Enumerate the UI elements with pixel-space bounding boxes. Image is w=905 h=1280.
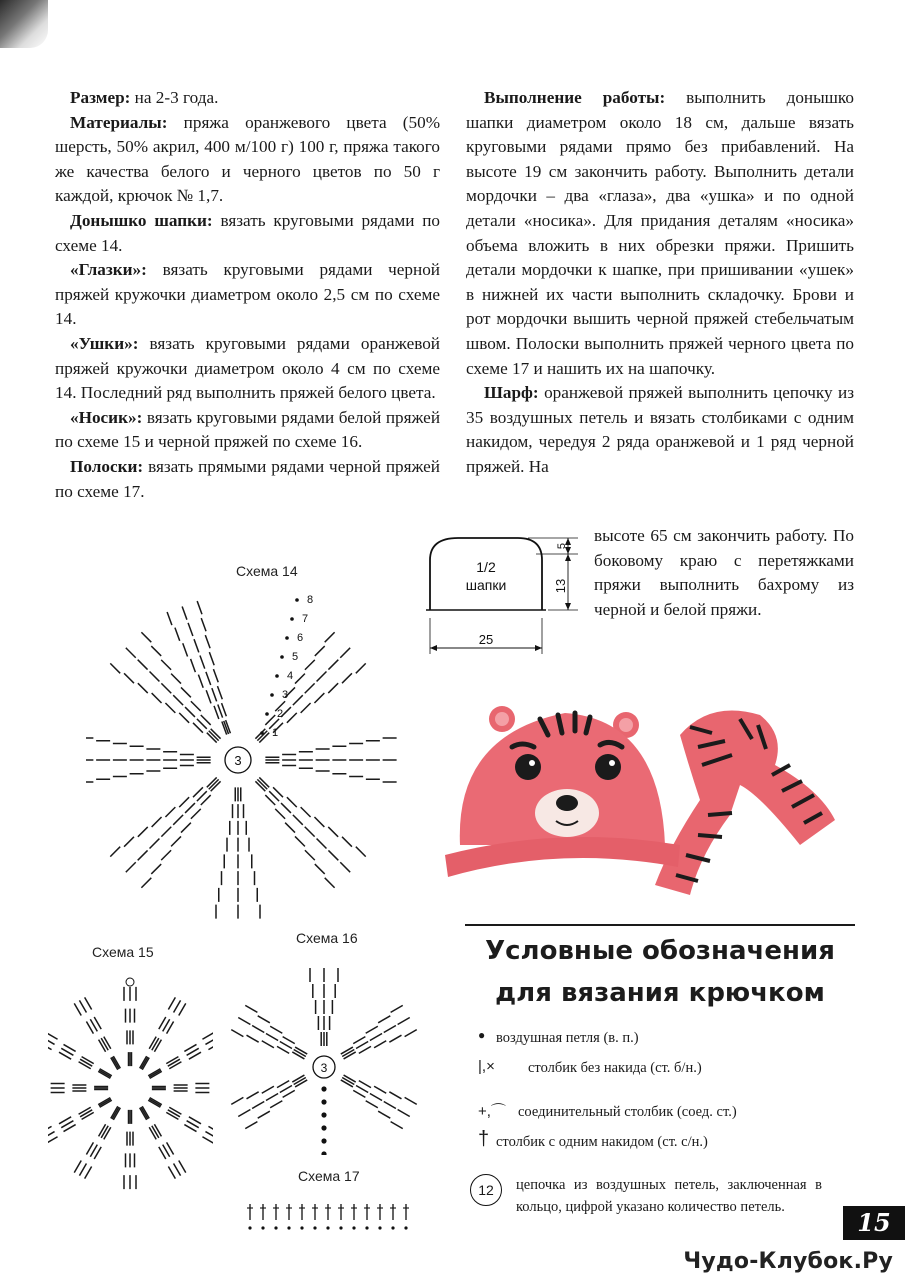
stitch-mark (150, 672, 160, 682)
stitch-mark (161, 850, 171, 860)
legend-divider (465, 924, 855, 926)
stitch-mark (342, 837, 352, 847)
stitch-mark (151, 646, 161, 656)
stitch-mark (152, 1126, 159, 1138)
scheme-14-row-number: 3 (282, 689, 289, 701)
stitch-mark (384, 1026, 396, 1033)
stitch-mark (161, 660, 171, 670)
chain-dot (321, 1086, 326, 1091)
size-label: Размер: (70, 88, 131, 107)
stitch-mark (217, 686, 222, 699)
stitch-mark (314, 817, 324, 827)
stitch-mark (305, 850, 315, 860)
stitch-mark (370, 1094, 382, 1101)
pattern-label-1: 1/2 (476, 559, 496, 575)
stitch-mark (74, 1003, 81, 1015)
chain-dot (295, 598, 299, 602)
chain-dot (321, 1099, 326, 1104)
stitch-mark (181, 823, 191, 833)
stitch-mark (328, 683, 338, 693)
chain-dot (274, 1226, 277, 1229)
bottom-text: вязать круговыми рядами по схеме 14. (55, 210, 440, 255)
stitch-mark (138, 850, 148, 860)
stitch-mark (356, 1086, 368, 1093)
stitch-mark (205, 1132, 213, 1139)
stitch-mark (166, 1112, 178, 1119)
stitch-mark (384, 1102, 396, 1109)
stitch-mark (82, 1057, 94, 1064)
stitch-mark (245, 1005, 257, 1012)
scheme-14-row-number: 5 (292, 651, 299, 663)
chain-dot (321, 1125, 326, 1130)
ears-paragraph (55, 332, 440, 406)
size-text: на 2-3 года. (134, 88, 219, 107)
chain-dot (270, 693, 274, 697)
stitch-mark (165, 703, 175, 713)
scheme-15-top-ring (126, 978, 134, 986)
site-watermark: Чудо-Клубок.Ру (683, 1249, 893, 1274)
stitch-mark (214, 706, 219, 719)
stitch-mark (231, 1030, 243, 1037)
stitch-mark (280, 1042, 292, 1049)
stitch-mark (389, 1035, 401, 1042)
left-text-column (55, 86, 440, 504)
stitch-mark (317, 672, 327, 682)
stitch-mark (166, 1057, 178, 1064)
stitch-mark (293, 695, 303, 705)
stitch-mark (340, 862, 350, 872)
stitch-mark (79, 1163, 86, 1175)
scarf-label: Шарф: (484, 383, 539, 403)
ears-text: вязать круговыми рядами оранжевой пряжей кружочки диаметром около 4 см по схеме 14. Последний ряд выполнить пряжей белого цвета. (55, 333, 440, 403)
scheme-14-title: Схема 14 (236, 563, 298, 579)
eyes-text: вязать круговыми рядами черной пряжей кружочки диаметром около 2,5 см по схеме 14. (55, 260, 441, 329)
stitch-mark (202, 1032, 213, 1039)
chain-dot (248, 1226, 251, 1229)
stitch-mark (48, 1137, 58, 1144)
chain-dot (404, 1226, 407, 1229)
stitch-mark (104, 1037, 111, 1049)
stitch-mark (270, 1026, 282, 1033)
chain-dot (313, 1226, 316, 1229)
stitch-mark (398, 1110, 410, 1117)
stitch-mark (325, 632, 335, 642)
stitch-mark (185, 707, 195, 717)
stitch-mark (167, 612, 172, 625)
chain-stitch-icon: ● (478, 1028, 486, 1042)
stitch-mark (293, 815, 303, 825)
stitch-mark (179, 1003, 186, 1015)
chain-dot (287, 1226, 290, 1229)
stitch-mark (149, 1037, 156, 1049)
scheme-14-row-number: 2 (277, 708, 284, 720)
stitch-mark (152, 1038, 159, 1050)
stitch-mark (124, 837, 134, 847)
scarf-text-2: высоте 65 см закончить работу. По боковому краю с перетяжками пряжи выполнить бахрому из черной и белой пряжи. (594, 526, 854, 619)
scheme-14-row-number: 1 (272, 727, 279, 739)
stitch-mark (356, 847, 366, 857)
stitch-mark (79, 1000, 86, 1012)
stitch-mark (179, 797, 189, 807)
stitch-mark (213, 669, 218, 682)
stitch-mark (182, 607, 187, 620)
stitch-mark (359, 1046, 371, 1053)
stitch-mark (295, 836, 305, 846)
stitch-mark (252, 1102, 264, 1109)
stitch-mark (238, 1018, 250, 1025)
stitch-mark (277, 1046, 289, 1053)
stitch-mark (342, 673, 352, 683)
legend-text-dc: столбик с одним накидом (ст. с/н.) (496, 1134, 708, 1150)
stitch-mark (141, 878, 151, 888)
stitch-mark (138, 660, 148, 670)
nose-text: вязать круговыми рядами белой пряжей по схеме 15 и черной пряжей по схеме 16. (55, 407, 441, 452)
stitch-mark (231, 1097, 243, 1104)
stitch-mark (101, 1126, 108, 1138)
scheme-14-row-number: 8 (307, 594, 314, 606)
scheme-16-center-label: 3 (320, 1061, 328, 1075)
stitch-mark (191, 809, 201, 819)
legend-text-sc: столбик без накида (ст. б/н.) (528, 1060, 702, 1076)
work-paragraph (466, 86, 854, 381)
materials-label: Материалы: (70, 112, 168, 132)
stitch-mark (169, 1107, 181, 1114)
stitch-mark (205, 1037, 213, 1044)
legend-title-2: для вязания крючком (495, 978, 825, 1008)
work-label: Выполнение работы: (484, 88, 666, 107)
stitch-mark (280, 1086, 292, 1093)
stripes-paragraph (55, 455, 440, 504)
stitch-mark (317, 839, 327, 849)
stitch-mark (80, 1059, 92, 1066)
stitch-mark (353, 1090, 365, 1097)
stitch-mark (238, 1110, 250, 1117)
stitch-mark (181, 687, 191, 697)
stitch-mark (168, 1166, 175, 1178)
scarf-text-1: оранжевой пряжей выполнить цепочку из 35 воздушных петель и вязать столбиками с одним накидом, чередуя 2 ряда оранжевой и 1 ряд черной пряжей. На (466, 383, 854, 476)
stitch-mark (151, 864, 161, 874)
stitch-mark (82, 1112, 94, 1119)
chain-dot (290, 617, 294, 621)
stitch-mark (202, 1137, 213, 1144)
stitch-mark (359, 1081, 371, 1088)
chain-ring-icon: 12 (470, 1174, 502, 1206)
stitch-mark (262, 1086, 274, 1093)
stitch-mark (405, 1030, 417, 1037)
scheme-15-title: Схема 15 (92, 944, 154, 960)
chain-dot (326, 1226, 329, 1229)
materials-paragraph (55, 111, 440, 209)
scheme-14-center-label: 3 (234, 753, 242, 768)
stitch-mark (171, 674, 181, 684)
stitch-mark (206, 690, 211, 703)
eyes-label: «Глазки»: (70, 260, 147, 280)
stitch-mark (325, 878, 335, 888)
scarf-paragraph (466, 381, 854, 479)
nose-label: «Носик»: (70, 407, 143, 427)
stitch-mark (99, 1124, 106, 1136)
stitch-mark (110, 847, 120, 857)
chain-dot (260, 731, 264, 735)
stitch-mark (222, 703, 227, 716)
stitch-mark (206, 672, 211, 685)
hat-pattern-diagram (418, 530, 588, 660)
stitch-mark (165, 807, 175, 817)
stitch-mark (247, 1092, 259, 1099)
stitch-mark (138, 683, 148, 693)
stitch-mark (328, 660, 338, 670)
stitch-mark (287, 797, 297, 807)
stripes-label: Полоски: (70, 456, 144, 476)
stitch-mark (169, 1062, 181, 1069)
size-paragraph (55, 86, 440, 111)
stitch-mark (266, 1094, 278, 1101)
chain-dot (265, 712, 269, 716)
chain-dot (339, 1226, 342, 1229)
stitch-mark (391, 1122, 403, 1129)
scheme-14-row-number: 4 (287, 670, 294, 682)
scheme-16-title: Схема 16 (296, 930, 358, 946)
chain-dot (275, 674, 279, 678)
stitch-mark (175, 628, 180, 641)
chain-dot (261, 1226, 264, 1229)
stitch-mark (366, 1101, 378, 1108)
stitch-mark (247, 1035, 259, 1042)
hat-image (445, 706, 680, 877)
stitch-mark (74, 1160, 81, 1172)
bottom-label: Донышко шапки: (70, 210, 213, 230)
scheme-17-diagram (240, 1196, 420, 1236)
stitch-mark (328, 850, 338, 860)
stitch-mark (287, 713, 297, 723)
stitch-mark (126, 862, 136, 872)
stitch-mark (209, 652, 214, 665)
stitch-mark (277, 1081, 289, 1088)
stitch-mark (161, 683, 171, 693)
legend-title-1: Условные обозначения (485, 936, 835, 966)
legend-text-ring: цепочка из воздушных петель, заключенная в кольцо, цифрой указано количество петель. (516, 1177, 822, 1215)
stitch-mark (138, 827, 148, 837)
chain-dot (365, 1226, 368, 1229)
stitch-mark (198, 675, 203, 688)
chain-dot (352, 1226, 355, 1229)
right-text-column (466, 86, 854, 480)
scarf-image (655, 711, 835, 896)
stitch-mark (48, 1032, 58, 1039)
stitch-mark (161, 827, 171, 837)
chain-dot (321, 1112, 326, 1117)
stitch-mark (141, 632, 151, 642)
stitch-mark (173, 695, 183, 705)
stitch-mark (305, 683, 315, 693)
stitch-mark (154, 1124, 161, 1136)
stitch-mark (179, 1160, 186, 1172)
stitch-mark (245, 1122, 257, 1129)
stitch-mark (356, 663, 366, 673)
stitch-mark (366, 1026, 378, 1033)
stitch-mark (252, 1026, 264, 1033)
stitch-mark (185, 803, 195, 813)
stitch-mark (208, 1126, 213, 1133)
stitch-mark (168, 997, 175, 1009)
stitch-mark (275, 809, 285, 819)
stitch-mark (201, 618, 206, 631)
materials-text: пряжа оранжевого цвета (50% шерсть, 50% акрил, 400 м/100 г) 100 г, пряжа такого же качества белого и черного цветов по 50 г каждой, крючок № 1,7. (55, 112, 441, 206)
stitch-mark (152, 817, 162, 827)
stitch-mark (197, 601, 202, 614)
chain-dot (391, 1226, 394, 1229)
stitch-mark (79, 1062, 91, 1069)
chain-dot (321, 1151, 326, 1155)
stitch-mark (126, 648, 136, 658)
stitch-mark (99, 1040, 106, 1052)
stitch-mark (378, 1111, 390, 1118)
stitch-mark (270, 1101, 282, 1108)
stitch-mark (85, 1166, 92, 1178)
legend-text-slip: соединительный столбик (соед. ст.) (518, 1104, 737, 1120)
stitch-mark (283, 1090, 295, 1097)
chain-dot (300, 1226, 303, 1229)
stitch-mark (48, 1037, 55, 1044)
scheme-16-diagram (222, 955, 427, 1155)
stitch-mark (124, 673, 134, 683)
nose-paragraph (55, 406, 440, 455)
stitch-mark (258, 1111, 270, 1118)
scheme-17-title: Схема 17 (298, 1168, 360, 1184)
scarf-text-continued (594, 524, 854, 622)
stitch-mark (152, 693, 162, 703)
stitch-mark (315, 864, 325, 874)
single-crochet-icon: |,× (478, 1058, 495, 1075)
stitch-mark (266, 1034, 278, 1041)
corner-portrait-image (0, 0, 48, 48)
chain-dot (280, 655, 284, 659)
stitch-mark (171, 836, 181, 846)
eyes-paragraph (55, 258, 440, 332)
stitch-mark (378, 1016, 390, 1023)
scheme-14-row-number: 6 (297, 632, 304, 644)
stitch-mark (374, 1041, 386, 1048)
stitch-mark (174, 1163, 181, 1175)
pattern-label-2: шапки (465, 577, 507, 593)
stitch-mark (188, 623, 193, 636)
stitch-mark (79, 1107, 91, 1114)
stitch-mark (212, 688, 217, 701)
bottom-paragraph (55, 209, 440, 258)
stitch-mark (370, 1034, 382, 1041)
legend-text-chain: воздушная петля (в. п.) (496, 1030, 639, 1046)
page-number: 15 (843, 1206, 905, 1240)
stitch-mark (110, 663, 120, 673)
stitch-mark (281, 803, 291, 813)
stitch-mark (149, 1127, 156, 1139)
stitch-mark (340, 648, 350, 658)
stitch-mark (194, 639, 199, 652)
chain-dot (378, 1226, 381, 1229)
stitch-mark (104, 1127, 111, 1139)
stitch-mark (218, 704, 223, 717)
stitch-mark (353, 1037, 365, 1044)
scheme-14-row-number: 7 (302, 613, 309, 625)
work-text: выполнить донышко шапки диаметром около 18 см, дальше вязать круговыми рядами прямо без прибавлений. На высоте 19 см закончить работу. Выполнить детали мордочки – два «глаза», два «ушка» и по одной детали «носика». Для придания деталям «носика» объема вложить в них обрезки пряжи. Пришить детали мордочки к шапке, при пришивании «ушек» в нижней их части выполнить складочку. Брови и рот мордочки вышить черной пряжей стебельчатым швом. Полоски выполнить пряжей черного цвета по схеме 17 и нашить их на шапочку. (466, 88, 854, 378)
stitch-mark (301, 703, 311, 713)
stitch-mark (150, 839, 160, 849)
stitch-mark (208, 1043, 213, 1050)
stitch-mark (389, 1092, 401, 1099)
hat-scarf-photo (440, 695, 860, 905)
stitch-mark (174, 1000, 181, 1012)
stitch-mark (328, 827, 338, 837)
stitch-mark (315, 646, 325, 656)
stitch-mark (374, 1086, 386, 1093)
stitch-mark (405, 1097, 417, 1104)
stitch-mark (398, 1018, 410, 1025)
pattern-top-label: 5 (556, 542, 568, 550)
stitch-mark (391, 1005, 403, 1012)
stitch-mark (305, 827, 315, 837)
scheme-15-diagram (48, 970, 213, 1210)
stitch-mark (356, 1042, 368, 1049)
pattern-height-label: 13 (553, 578, 568, 594)
stitch-mark (283, 1037, 295, 1044)
stitch-mark (154, 1040, 161, 1052)
stitch-mark (191, 701, 201, 711)
chain-dot (285, 636, 289, 640)
chain-dot (321, 1138, 326, 1143)
stitch-mark (80, 1110, 92, 1117)
stitch-mark (168, 1110, 180, 1117)
double-crochet-icon: † (478, 1128, 490, 1150)
stitch-mark (301, 807, 311, 817)
stitch-mark (48, 1126, 52, 1133)
stitch-mark (191, 659, 196, 672)
pattern-width-label: 25 (478, 632, 494, 647)
stitch-mark (200, 656, 205, 669)
stitch-mark (85, 997, 92, 1009)
stitch-mark (258, 1016, 270, 1023)
stitch-mark (48, 1132, 55, 1139)
stripes-text: вязать прямыми рядами черной пряжей по схеме 17. (55, 456, 441, 501)
stitch-mark (205, 635, 210, 648)
stitch-mark (305, 660, 315, 670)
stitch-mark (314, 693, 324, 703)
stitch-mark (179, 713, 189, 723)
stitch-mark (101, 1038, 108, 1050)
stitch-mark (262, 1041, 274, 1048)
stitch-mark (173, 815, 183, 825)
stitch-mark (48, 1043, 52, 1050)
stitch-mark (168, 1059, 180, 1066)
stitch-mark (285, 823, 295, 833)
ears-label: «Ушки»: (70, 333, 139, 353)
slip-stitch-icon: +,⌒ (478, 1103, 506, 1120)
stitch-mark (295, 674, 305, 684)
stitch-mark (183, 643, 188, 656)
scheme-14-diagram (86, 585, 416, 925)
